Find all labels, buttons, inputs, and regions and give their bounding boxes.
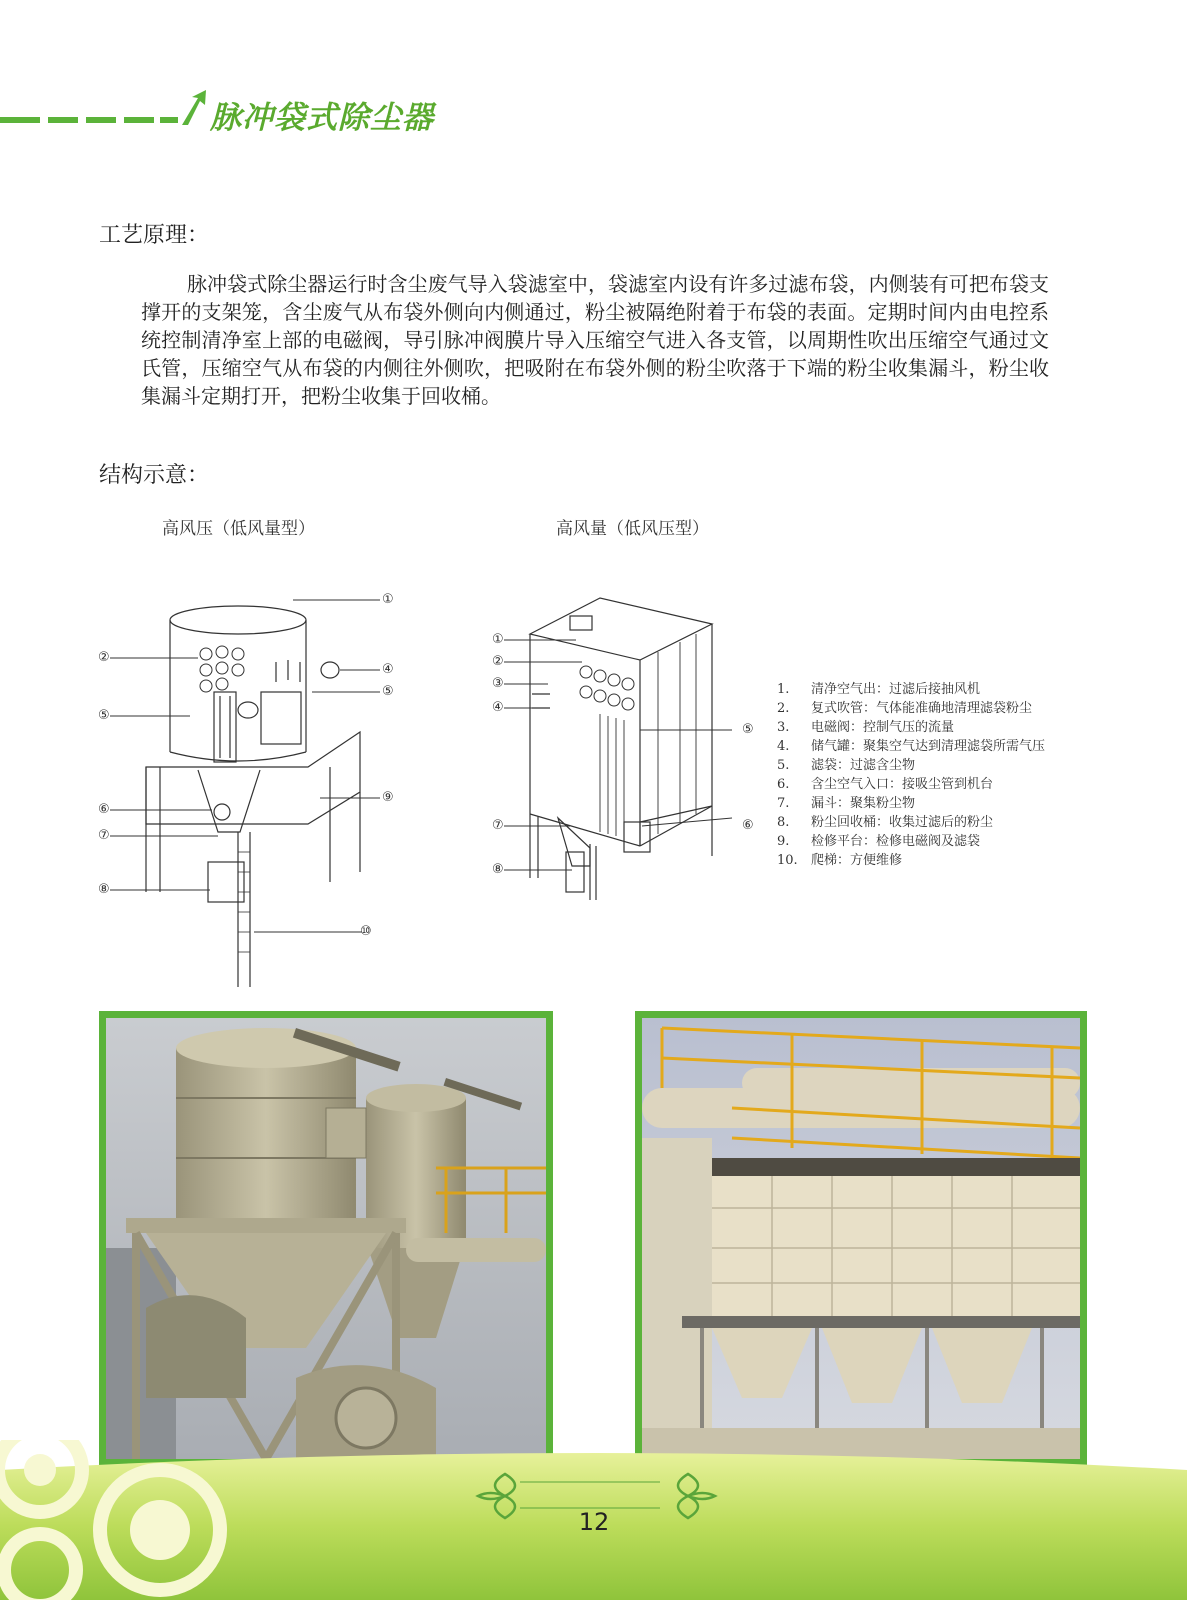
callout-r7: ⑦ [492,818,504,833]
callout-r3: ③ [492,676,504,691]
left-diagram-caption: 高风压（低风量型） [162,519,315,539]
legend-item: 7. 漏斗：聚集粉尘物 [777,796,916,811]
callout-4: ④ [382,662,394,677]
legend-item: 4. 储气罐：聚集空气达到清理滤袋所需气压 [777,739,1046,754]
callout-7: ⑦ [98,828,110,843]
legend-item: 5. 滤袋：过滤含尘物 [777,758,916,773]
callout-r6: ⑥ [742,818,754,833]
callout-6: ⑥ [98,802,110,817]
legend-item: 3. 电磁阀：控制气压的流量 [777,720,955,735]
legend-item: 2. 复式吹管：气体能准确地清理滤袋粉尘 [777,701,1033,716]
callout-r5: ⑤ [742,722,754,737]
callout-r1: ① [492,632,504,647]
legend-item: 1. 清净空气出：过滤后接抽风机 [777,682,981,697]
callout-r2: ② [492,654,504,669]
principle-heading: 工艺原理： [99,223,210,248]
component-legend [777,680,1045,870]
legend-item: 6. 含尘空气入口：接吸尘管到机台 [777,777,994,792]
cylindrical-collector-photo [99,1011,553,1466]
box-collector-diagram [490,596,760,926]
callout-5a: ⑤ [382,684,394,699]
legend-item: 9. 检修平台：检修电磁阀及滤袋 [777,834,981,849]
box-collector-photo [635,1011,1087,1466]
callout-8: ⑧ [98,882,110,897]
callout-1: ① [382,592,394,607]
structure-heading: 结构示意： [99,463,210,488]
page-title: 脉冲袋式除尘器 [210,100,434,136]
legend-item: 10. 爬梯：方便维修 [777,853,903,868]
principle-text: 脉冲袋式除尘器运行时含尘废气导入袋滤室中，袋滤室内设有许多过滤布袋，内侧装有可把布袋支撑开的支架笼，含尘废气从布袋外侧向内侧通过，粉尘被隔绝附着于布袋的表面。定期时间内由电控系统控制清净室上部的电磁阀，导引脉冲阀膜片导入压缩空气进入各支管，以周期性吹出压缩空气通过文氏管，压缩空气从布袋的内侧往外侧吹，把吸附在布袋外侧的粉尘吹落于下端的粉尘收集漏斗，粉尘收集漏斗定期打开，把粉尘收集于回收桶。 [141,272,1049,408]
callout-5b: ⑤ [98,708,110,723]
callout-r4: ④ [492,700,504,715]
callout-9: ⑨ [382,790,394,805]
callout-r8: ⑧ [492,862,504,877]
right-diagram-caption: 高风量（低风压型） [556,519,709,539]
callout-2: ② [98,650,110,665]
callout-10: ⑩ [360,924,372,939]
legend-item: 8. 粉尘回收桶：收集过滤后的粉尘 [777,815,994,830]
arrow-icon [182,90,206,125]
page-number: 12 [578,1508,610,1536]
